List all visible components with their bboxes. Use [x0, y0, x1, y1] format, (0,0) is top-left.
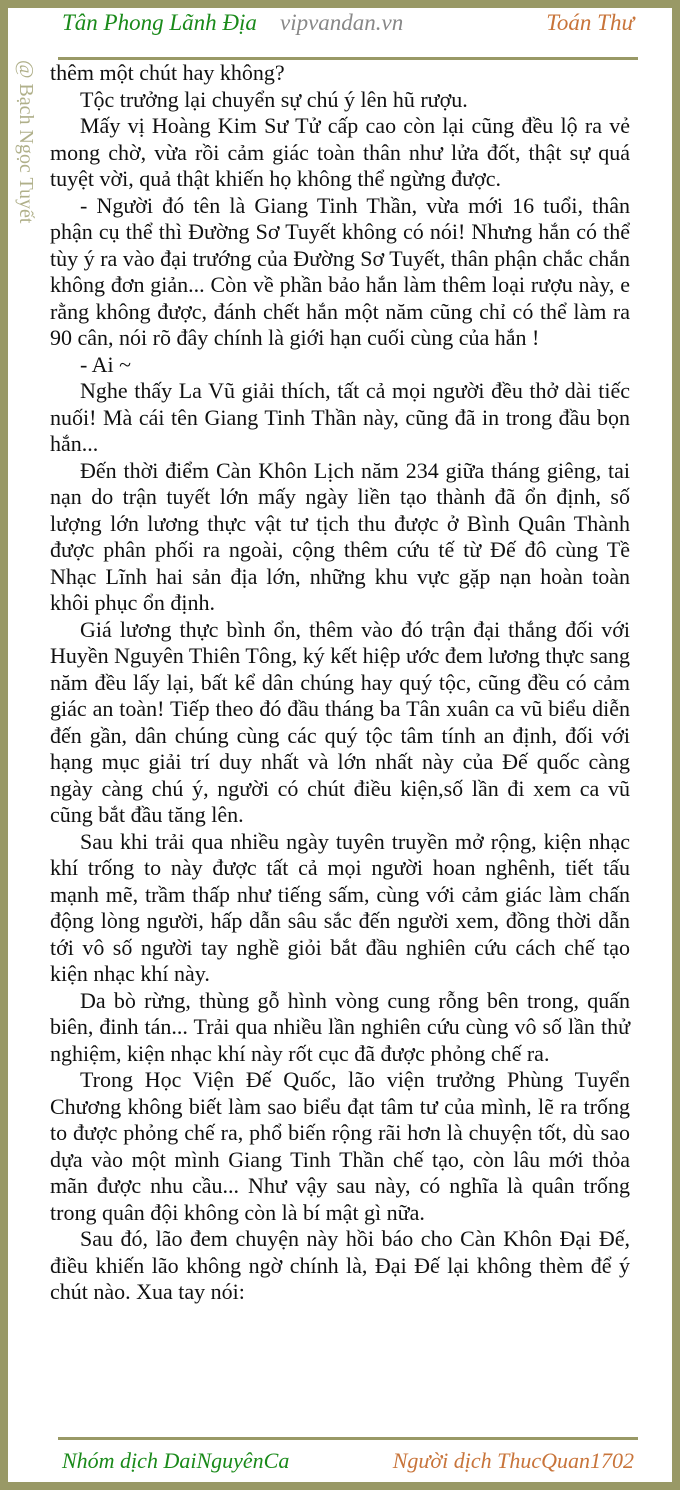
page-footer — [58, 1440, 638, 1480]
book-title: Tân Phong Lãnh Địa — [62, 10, 257, 35]
author-name: Toán Thư — [546, 10, 634, 35]
sidebar-credit — [12, 60, 42, 300]
translation-group: Nhóm dịch DaiNguyênCa — [62, 1448, 290, 1473]
paragraph: Trong Học Viện Đế Quốc, lão viện trưởng Phùng Tuyển Chương không biết làm sao biểu đạt tâm tư của mình, lẽ ra trống to được phỏng chế ra, phổ biến rộng rãi hơn là chuyện tốt, dù sao dựa vào một mình Giang Tinh Thần chế tạo, còn lâu mới thỏa mãn được nhu cầu... Như vậy sau này, có nghĩa là quân trống trong quân đội không còn là bí mật gì nữa. — [50, 1067, 630, 1225]
page-header — [58, 8, 638, 54]
site-name: vipvandan.vn — [280, 10, 404, 35]
credit-text: @ Bạch Ngọc Tuyết — [15, 60, 37, 224]
chapter-text — [50, 60, 630, 1306]
paragraph: Sau khi trải qua nhiều ngày tuyên truyền mở rộng, kiện nhạc khí trống to này được tất cả mọi người hoan nghênh, tiết tấu mạnh mẽ, trầm thấp như tiếng sấm, cùng với cảm giác làm chấn động lòng người, hấp dẫn sâu sắc đến người xem, đồng thời dẫn tới vô số người tay nghề giỏi bắt đầu nghiên cứu cách chế tạo kiện nhạc khí này. — [50, 828, 630, 986]
page — [8, 8, 672, 1482]
paragraph: Sau đó, lão đem chuyện này hồi báo cho Càn Khôn Đại Đế, điều khiến lão không ngờ chính là, Đại Đế lại không thèm để ý chút nào. Xua tay nói: — [50, 1226, 630, 1304]
paragraph: Giá lương thực bình ổn, thêm vào đó trận đại thắng đối với Huyền Nguyên Thiên Tông, ký kết hiệp ước đem lương thực sang năm đều lấy lại, bất kể dân chúng hay quý tộc, cũng đều có cảm giác an toàn! Tiếp theo đó đầu tháng ba Tân xuân ca vũ biểu diễn đến gần, dân chúng cùng các quý tộc tâm tính an định, đối với hạng mục giải trí duy nhất và lớn nhất này của Đế quốc càng ngày càng chú ý, người có chút điều kiện,số lần đi xem ca vũ cũng bắt đầu tăng lên. — [50, 616, 631, 827]
paragraph: - Ai ~ — [80, 351, 132, 377]
paragraph: Đến thời điểm Càn Khôn Lịch năm 234 giữa tháng giêng, tai nạn do trận tuyết lớn mấy ngày liền tạo thành đã ổn định, số lượng lớn lương thực vật tư tịch thu được ở Bình Quân Thành được phân phối ra ngoài, cộng thêm cứu tế từ Đế đô cùng Tề Nhạc Lĩnh hai sản địa lớn, những khu vực gặp nạn hoàn toàn khôi phục ổn định. — [50, 457, 630, 615]
paragraph: Mấy vị Hoàng Kim Sư Tử cấp cao còn lại cũng đều lộ ra vẻ mong chờ, vừa rồi cảm giác toàn thân như lửa đốt, thật sự quá tuyệt vời, quả thật khiến họ không thể ngừng được. — [50, 113, 630, 191]
paragraph: - Người đó tên là Giang Tinh Thần, vừa mới 16 tuổi, thân phận cụ thể thì Đường Sơ Tuyết không có nói! Nhưng hắn có thể tùy ý ra vào đại trướng của Đường Sơ Tuyết, thân phận chắc chắn không đơn giản... Còn về phần bảo hắn làm thêm loại rượu này, e rằng không được, đánh chết hắn một năm cũng chỉ có thể làm ra 90 cân, nói rõ đây chính là giới hạn cuối cùng của hắn ! — [50, 192, 630, 350]
paragraph: thêm một chút hay không? — [50, 60, 285, 85]
paragraph: Nghe thấy La Vũ giải thích, tất cả mọi người đều thở dài tiếc nuối! Mà cái tên Giang Tinh Thần này, cũng đã in trong đầu bọn hắn... — [50, 378, 630, 456]
paragraph: Da bò rừng, thùng gỗ hình vòng cung rỗng bên trong, quấn biên, đinh tán... Trải qua nhiều lần nghiên cứu cùng vô số lần thử nghiệm, kiện nhạc khí này rốt cục đã được phỏng chế ra. — [50, 987, 630, 1066]
paragraph: Tộc trưởng lại chuyển sự chú ý lên hũ rượu. — [80, 86, 468, 112]
translator-name: Người dịch ThucQuan1702 — [392, 1448, 634, 1473]
